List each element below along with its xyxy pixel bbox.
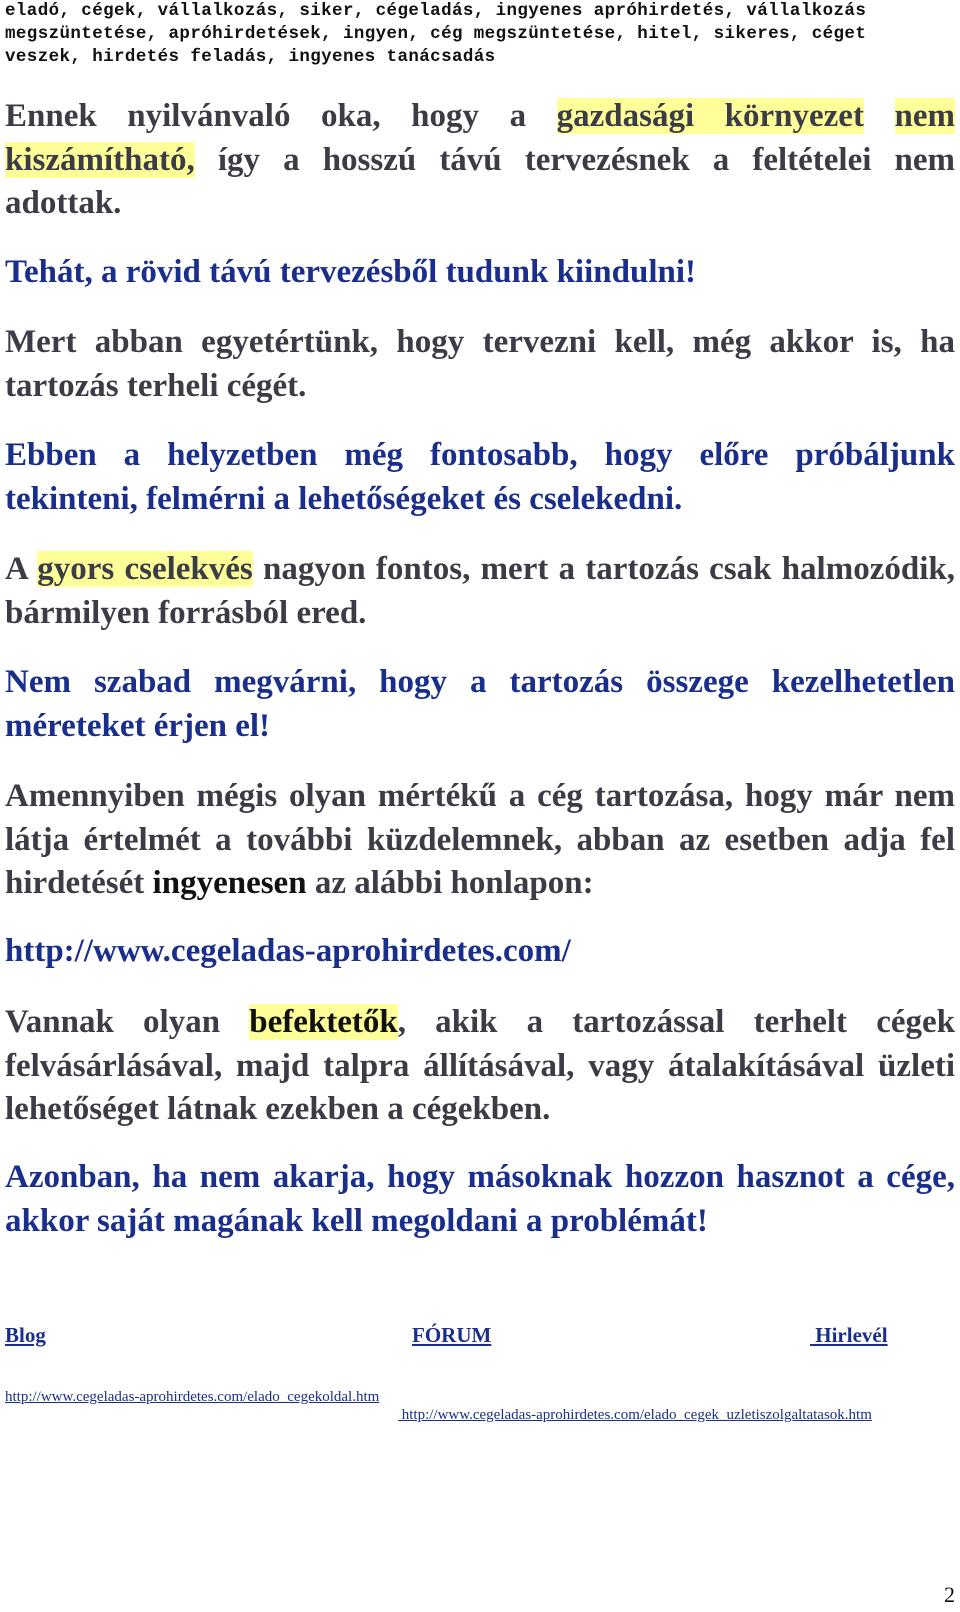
highlight-unpredictable: nem kiszámítható,	[5, 98, 955, 178]
text-span: , akik a tartozással terhelt cégek felvásárlásával, majd talpra állításával, vagy átalakításával üzleti lehetőséget látnak ezekben a cégekben.	[5, 1004, 955, 1127]
newsletter-link[interactable]: Hirlevél	[810, 1323, 888, 1347]
paragraph-3: Mert abban egyetértünk, hogy tervezni kell, még akkor is, ha tartozás terheli cégét.	[5, 324, 955, 404]
highlight-economic-environment: gazdasági környezet	[556, 98, 864, 134]
emphasis-free: ingyenesen	[152, 865, 307, 901]
keywords-header: eladó, cégek, vállalkozás, siker, cégeladás, ingyenes apróhirdetés, vállalkozás megszüntetése, apróhirdetések, ingyen, cég megszüntetése, hitel, sikeres, céget veszek, hirdetés feladás, ingyenes tanácsadás	[5, 1, 867, 67]
paragraph-10: Azonban, ha nem akarja, hogy másoknak hozzon hasznot a cége, akkor saját magának kell megoldani a problémát!	[5, 1159, 955, 1239]
text-span: Vannak olyan	[5, 1004, 250, 1040]
paragraph-4: Ebben a helyzetben még fontosabb, hogy előre próbáljunk tekinteni, felmérni a lehetőségeket és cselekedni.	[5, 437, 955, 517]
paragraph-6: Nem szabad megvárni, hogy a tartozás összege kezelhetetlen méreteket érjen el!	[5, 664, 955, 744]
text-span: nagyon fontos, mert a tartozás csak halmozódik, bármilyen forrásból ered.	[5, 551, 955, 631]
paragraph-1	[5, 95, 955, 226]
companies-page-link[interactable]: http://www.cegeladas-aprohirdetes.com/elado_cegekoldal.htm	[5, 1389, 380, 1405]
paragraph-9	[5, 1001, 955, 1132]
highlight-fast-action: gyors cselekvés	[37, 551, 253, 587]
forum-link[interactable]: FÓRUM	[412, 1323, 492, 1347]
text-span: így a hosszú távú tervezésnek a feltételei nem adottak.	[5, 141, 955, 221]
text-span: Amennyiben mégis olyan mértékű a cég tartozása, hogy már nem látja értelmét a további küzdelemnek, abban az esetben adja fel hirdetését	[5, 778, 955, 901]
text-span	[864, 98, 895, 134]
paragraph-2: Tehát, a rövid távú tervezésből tudunk kiindulni!	[5, 254, 697, 290]
page-number: 2	[944, 1582, 955, 1607]
text-span: Ennek nyilvánvaló oka, hogy a	[5, 98, 557, 134]
text-span: A	[5, 551, 38, 587]
business-services-link[interactable]: http://www.cegeladas-aprohirdetes.com/elado_cegek_uzletiszolgaltatasok.htm	[398, 1407, 872, 1423]
highlight-investors: befektetők	[249, 1004, 398, 1040]
paragraph-7	[5, 775, 955, 906]
text-span: az alábbi honlapon:	[306, 865, 594, 901]
blog-link[interactable]: Blog	[5, 1323, 46, 1347]
website-url[interactable]: http://www.cegeladas-aprohirdetes.com/	[5, 933, 571, 969]
paragraph-5	[5, 548, 955, 635]
